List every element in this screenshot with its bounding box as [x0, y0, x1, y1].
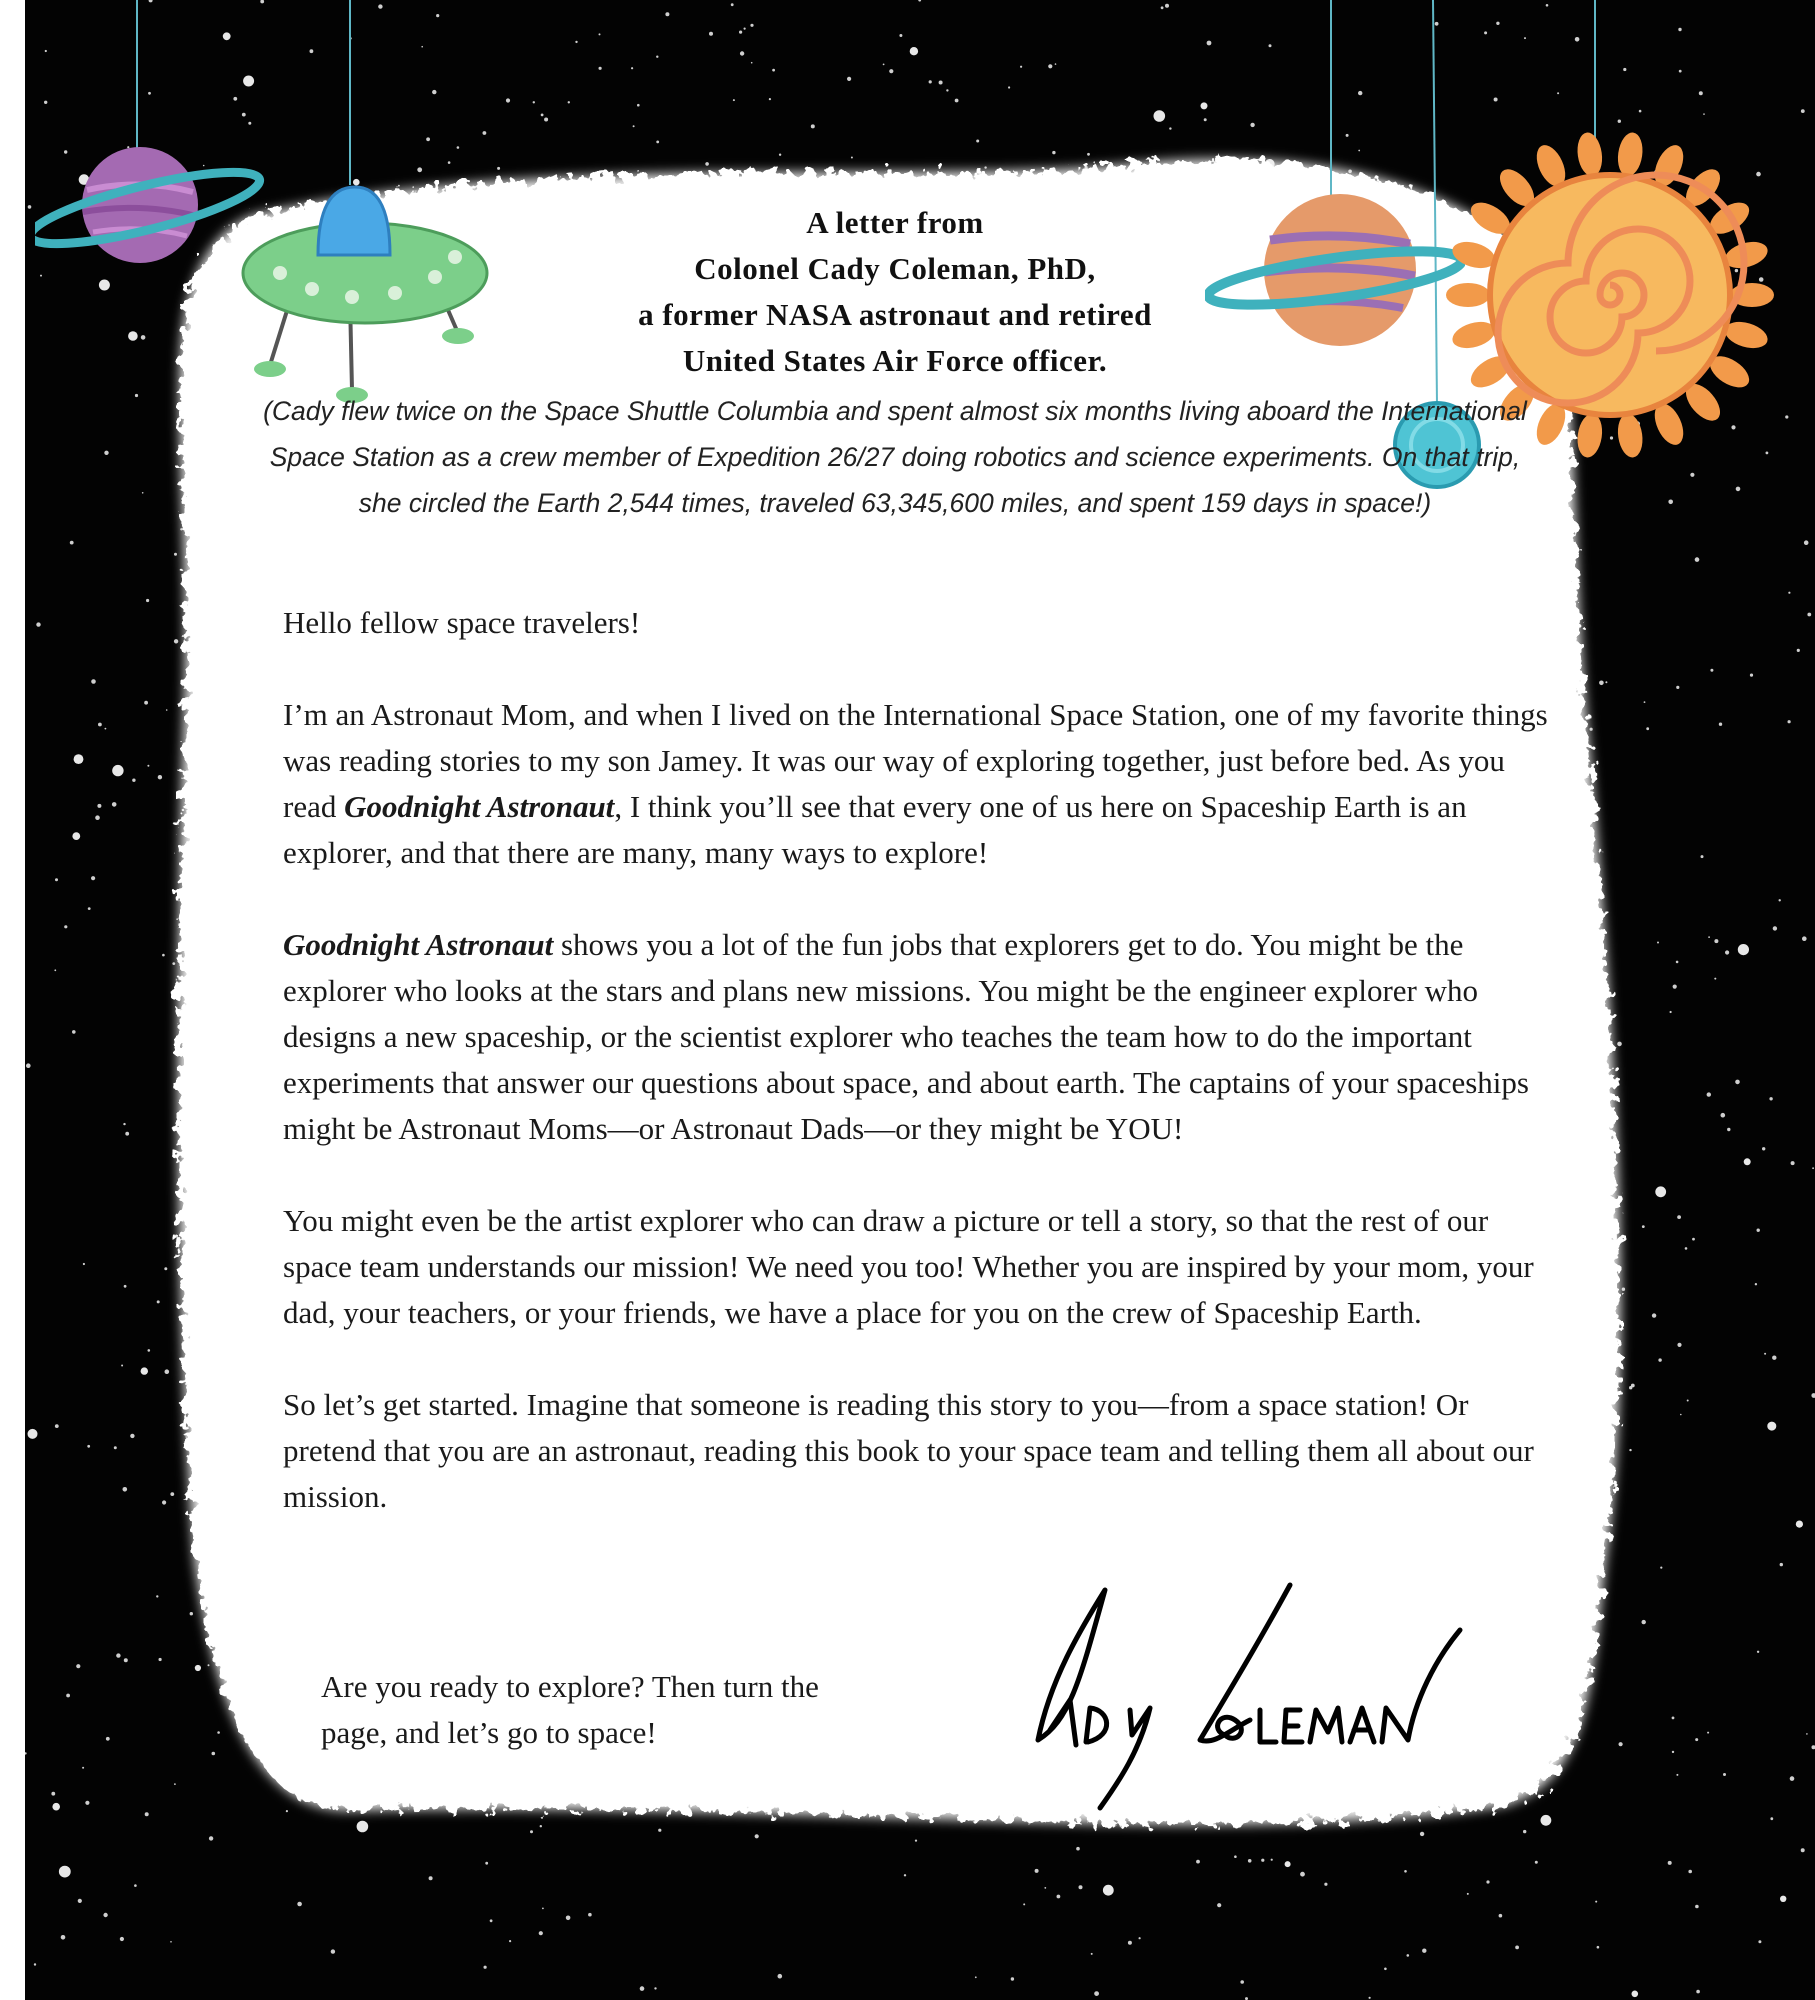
closing-line: Are you ready to explore? Then turn the page, and let’s go to space!: [321, 1669, 819, 1750]
paragraph-3: You might even be the artist explorer who can draw a picture or tell a story, so that the rest of our space team understands our mission! We need you too! Whether you are inspired by your mom, your dad, your teachers, or your friends, we have a place for you on the crew of Spaceship Earth.: [283, 1203, 1534, 1330]
book-title: Goodnight Astronaut: [344, 789, 615, 824]
ringed-planet-icon: [35, 140, 265, 280]
book-title: Goodnight Astronaut: [283, 927, 554, 962]
sun-ray: [1615, 412, 1645, 459]
letter-body: [283, 600, 1553, 1566]
paragraph-4: So let’s get started. Imagine that someone is reading this story to you—from a space station! Or pretend that you are an astronaut, reading this book to your space team and telling them all about our mission.: [283, 1387, 1534, 1514]
paragraph-1: I’m an Astronaut Mom, and when I lived on the International Space Station, one of my favorite things was reading stories to my son Jamey. It was our way of exploring together, just before bed. As you read Goodnight Astronaut, I think you’ll see that every one of us here on Spaceship Earth is an explorer, and that there are many, many ways to explore!: [283, 697, 1548, 870]
paragraph-2: Goodnight Astronaut shows you a lot of the fun jobs that explorers get to do. You might be the explorer who looks at the stars and plans new missions. You might be the engineer explorer who designs a new spaceship, or the scientist explorer who teaches the team how to do the important experiments that answer our questions about space, and about earth. The captains of your spaceships might be Astronaut Moms—or Astronaut Dads—or they might be YOU!: [283, 927, 1529, 1146]
header-line-3: a former NASA astronaut and retired: [638, 297, 1152, 332]
sun-ray: [1575, 412, 1605, 459]
letter-page: [25, 0, 1815, 2000]
handwritten-signature: [1010, 1570, 1490, 1820]
header-line-1: A letter from: [806, 205, 984, 240]
intro-note: (Cady flew twice on the Space Shuttle Columbia and spent almost six months living aboard the International Space Station as a crew member of Expedition 26/27 doing robotics and science experiments. On that trip, she circled the Earth 2,544 times, traveled 63,345,600 miles, and spent 159 days in space!): [263, 396, 1527, 518]
letter-header: [255, 200, 1535, 526]
header-line-2: Colonel Cady Coleman, PhD,: [694, 251, 1096, 286]
header-line-4: United States Air Force officer.: [682, 343, 1108, 378]
sun-ray: [1615, 131, 1645, 178]
sun-ray: [1575, 131, 1605, 178]
greeting: Hello fellow space travelers!: [283, 605, 641, 640]
